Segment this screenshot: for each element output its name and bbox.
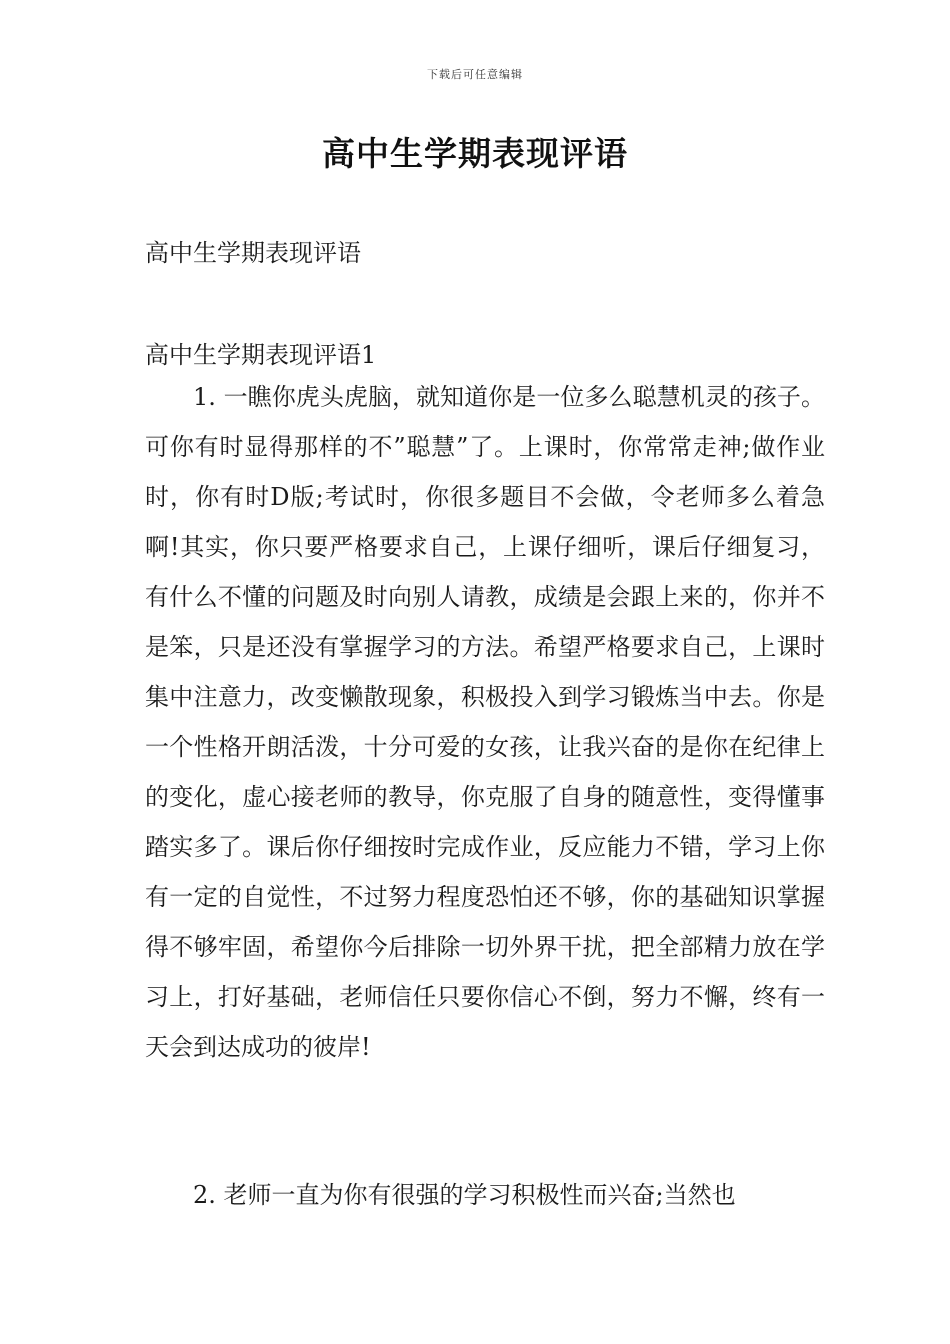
paragraph-2: 2. 老师一直为你有很强的学习积极性而兴奋;当然也 bbox=[193, 1181, 736, 1209]
document-subtitle: 高中生学期表现评语 bbox=[145, 239, 361, 267]
paragraph-1: 1. 一瞧你虎头虎脑，就知道你是一位多么聪慧机灵的孩子。可你有时显得那样的不”聪慧”了。上课时，你常常走神;做作业时，你有时D版;考试时，你很多题目不会做，令老师多么着急啊!其实，你只要严格要求自己，上课仔细听，课后仔细复习，有什么不懂的问题及时向别人请教，成绩是会跟上来的，你并不是笨，只是还没有掌握学习的方法。希望严格要求自己，上课时集中注意力，改变懒散现象，积极投入到学习锻炼当中去。你是一个性格开朗活泼，十分可爱的女孩，让我兴奋的是你在纪律上的变化，虚心接老师的教导，你克服了自身的随意性，变得懂事踏实多了。课后你仔细按时完成作业，反应能力不错，学习上你有一定的自觉性，不过努力程度恐怕还不够，你的基础知识掌握得不够牢固，希望你今后排除一切外界干扰，把全部精力放在学习上，打好基础，老师信任只要你信心不倒，努力不懈，终有一天会到达成功的彼岸! bbox=[145, 383, 825, 1061]
header-note: 下载后可任意编辑 bbox=[427, 68, 523, 81]
section-heading: 高中生学期表现评语1 bbox=[145, 341, 377, 369]
document-title: 高中生学期表现评语 bbox=[322, 134, 628, 173]
